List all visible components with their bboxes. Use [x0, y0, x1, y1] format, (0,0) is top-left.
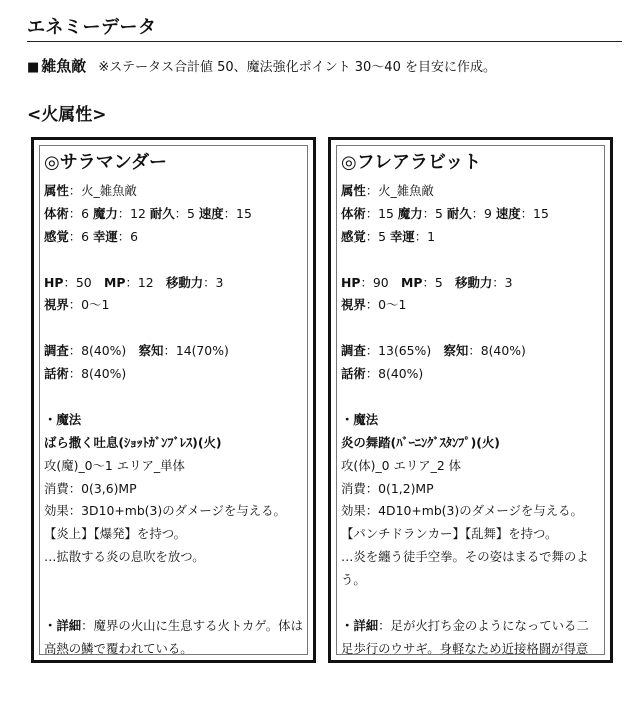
stat-label: 幸運: [93, 228, 118, 244]
page-title: エネミーデータ: [27, 17, 157, 38]
move-label: 移動力: [166, 274, 204, 290]
enemy-card-inner: [336, 145, 605, 655]
attribute-value: ：火_雑魚敵: [68, 183, 137, 198]
hp-label: HP: [44, 274, 64, 290]
investigate-value: ：13(65%): [365, 343, 444, 359]
enemy-card-flare-rabbit: [328, 137, 613, 663]
enemy-card-salamander: [31, 137, 316, 663]
section-line: [27, 55, 496, 76]
detail-text: ：魔界の火山に生息する火トカゲ。体は高熱の鱗で覆われている。: [44, 617, 303, 655]
spell-type: 攻(体)_0 エリア_2 体: [341, 457, 462, 473]
detect-label: 察知: [138, 343, 164, 359]
investigate-value: ：8(40%): [68, 343, 139, 359]
blank-line: [44, 317, 303, 340]
section-name: 雑魚敵: [41, 57, 87, 75]
talk-line: [44, 363, 303, 386]
spell-effect: 効果：3D10+mb(3)のダメージを与える。: [44, 503, 286, 519]
mp-value: ：5: [422, 274, 456, 290]
sight-value: ：0～1: [68, 297, 110, 313]
stat-label: 幸運: [390, 228, 415, 244]
spell-cost: 消費：0(1,2)MP: [341, 480, 434, 496]
mp-label: MP: [104, 274, 126, 290]
attribute-line: [44, 180, 303, 203]
move-value: ：3: [492, 274, 513, 290]
detect-value: ：8(40%): [468, 343, 526, 359]
blank-line: [341, 592, 600, 615]
detect-value: ：14(70%): [163, 343, 229, 359]
stat-label: 耐久: [446, 205, 472, 221]
spell-flavor: …炎を纏う徒手空拳。その姿はまるで舞のよう。: [341, 549, 589, 588]
detail-text: ：足が火打ち金のようになっている二足歩行のウサギ。身軽なため近接格闘が得意: [341, 617, 589, 655]
blank-line: [44, 386, 303, 409]
stats-line-2: [341, 226, 600, 249]
enemy-name: ◎サラマンダー: [44, 152, 167, 173]
talk-line: [341, 363, 600, 386]
sight-line: [44, 294, 303, 317]
blank-line: [44, 592, 303, 615]
detail-label: ・詳細: [44, 617, 82, 633]
stat-value: ：15: [223, 205, 252, 221]
blank-line: [44, 249, 303, 272]
skill-line: [341, 340, 600, 363]
detect-label: 察知: [443, 343, 469, 359]
blank-line: [341, 249, 600, 272]
hp-mp-line: [341, 272, 600, 295]
stat-label: 感覚: [341, 228, 366, 244]
spell-type: 攻(魔)_0～1 エリア_単体: [44, 457, 185, 473]
stat-value: ：1: [414, 228, 436, 244]
stat-value: ：12: [117, 205, 150, 221]
sight-label: 視界: [341, 297, 366, 313]
investigate-label: 調査: [341, 343, 366, 359]
spell-cost: 消費：0(3,6)MP: [44, 480, 137, 496]
spell-effect: 効果：4D10+mb(3)のダメージを与える。: [341, 503, 583, 519]
detail-block: [44, 615, 303, 655]
investigate-label: 調査: [44, 343, 69, 359]
blank-line: [341, 317, 600, 340]
talk-value: ：8(40%): [68, 366, 127, 382]
enemy-card-inner: [39, 145, 308, 655]
stat-label: 速度: [198, 205, 224, 221]
hp-label: HP: [341, 274, 361, 290]
stat-label: 魔力: [93, 205, 118, 221]
magic-header: ・魔法: [44, 411, 82, 427]
attribute-line: [341, 180, 600, 203]
enemy-name: ◎フレアラビット: [341, 152, 482, 173]
stat-value: ：5: [174, 205, 199, 221]
hp-mp-line: [44, 272, 303, 295]
sight-label: 視界: [44, 297, 69, 313]
stat-value: ：5: [365, 228, 390, 244]
stat-value: ：6: [117, 228, 139, 244]
stat-label: 魔力: [397, 205, 423, 221]
talk-label: 話術: [341, 366, 366, 382]
attribute-label: 属性: [44, 183, 69, 198]
stat-value: ：9: [471, 205, 496, 221]
hp-value: ：50: [63, 274, 105, 290]
stat-value: ：15: [520, 205, 549, 221]
move-label: 移動力: [455, 274, 493, 290]
section-note: ※ステータス合計値 50、魔法強化ポイント 30～40 を目安に作成。: [98, 60, 496, 75]
magic-header: ・魔法: [341, 411, 379, 427]
talk-value: ：8(40%): [365, 366, 424, 382]
stat-label: 感覚: [44, 228, 69, 244]
talk-label: 話術: [44, 366, 69, 382]
stats-line-1: [341, 203, 600, 226]
spell-tags: 【パンチドランカー】【乱舞】を持つ。: [341, 526, 558, 542]
element-heading: <火属性>: [27, 105, 107, 125]
spell-name: ばら撒く吐息(ｼｮｯﾄｶﾞﾝﾌﾞﾚｽ)(火): [44, 434, 222, 450]
blank-line: [44, 569, 303, 592]
section-mark: ■: [27, 60, 40, 75]
stat-value: ：6: [68, 205, 93, 221]
sight-line: [341, 294, 600, 317]
move-value: ：3: [203, 274, 224, 290]
mp-value: ：12: [125, 274, 166, 290]
stat-value: ：6: [68, 228, 93, 244]
skill-line: [44, 340, 303, 363]
detail-block: [341, 615, 600, 655]
title-divider: [27, 41, 622, 42]
hp-value: ：90: [360, 274, 402, 290]
stat-label: 体術: [341, 205, 366, 221]
stat-value: ：5: [422, 205, 447, 221]
spell-name: 炎の舞踏(ﾊﾞｰﾆﾝｸﾞｽﾀﾝﾌﾟ)(火): [341, 434, 500, 450]
stat-label: 速度: [495, 205, 521, 221]
mp-label: MP: [401, 274, 423, 290]
attribute-value: ：火_雑魚敵: [365, 183, 434, 198]
detail-label: ・詳細: [341, 617, 379, 633]
spell-tags: 【炎上】【爆発】を持つ。: [44, 526, 186, 542]
stat-label: 耐久: [149, 205, 175, 221]
stats-line-1: [44, 203, 303, 226]
stats-line-2: [44, 226, 303, 249]
sight-value: ：0～1: [365, 297, 407, 313]
stat-value: ：15: [365, 205, 398, 221]
stat-label: 体術: [44, 205, 69, 221]
spell-flavor: …拡散する炎の息吹を放つ。: [44, 549, 205, 565]
blank-line: [341, 386, 600, 409]
attribute-label: 属性: [341, 183, 366, 198]
